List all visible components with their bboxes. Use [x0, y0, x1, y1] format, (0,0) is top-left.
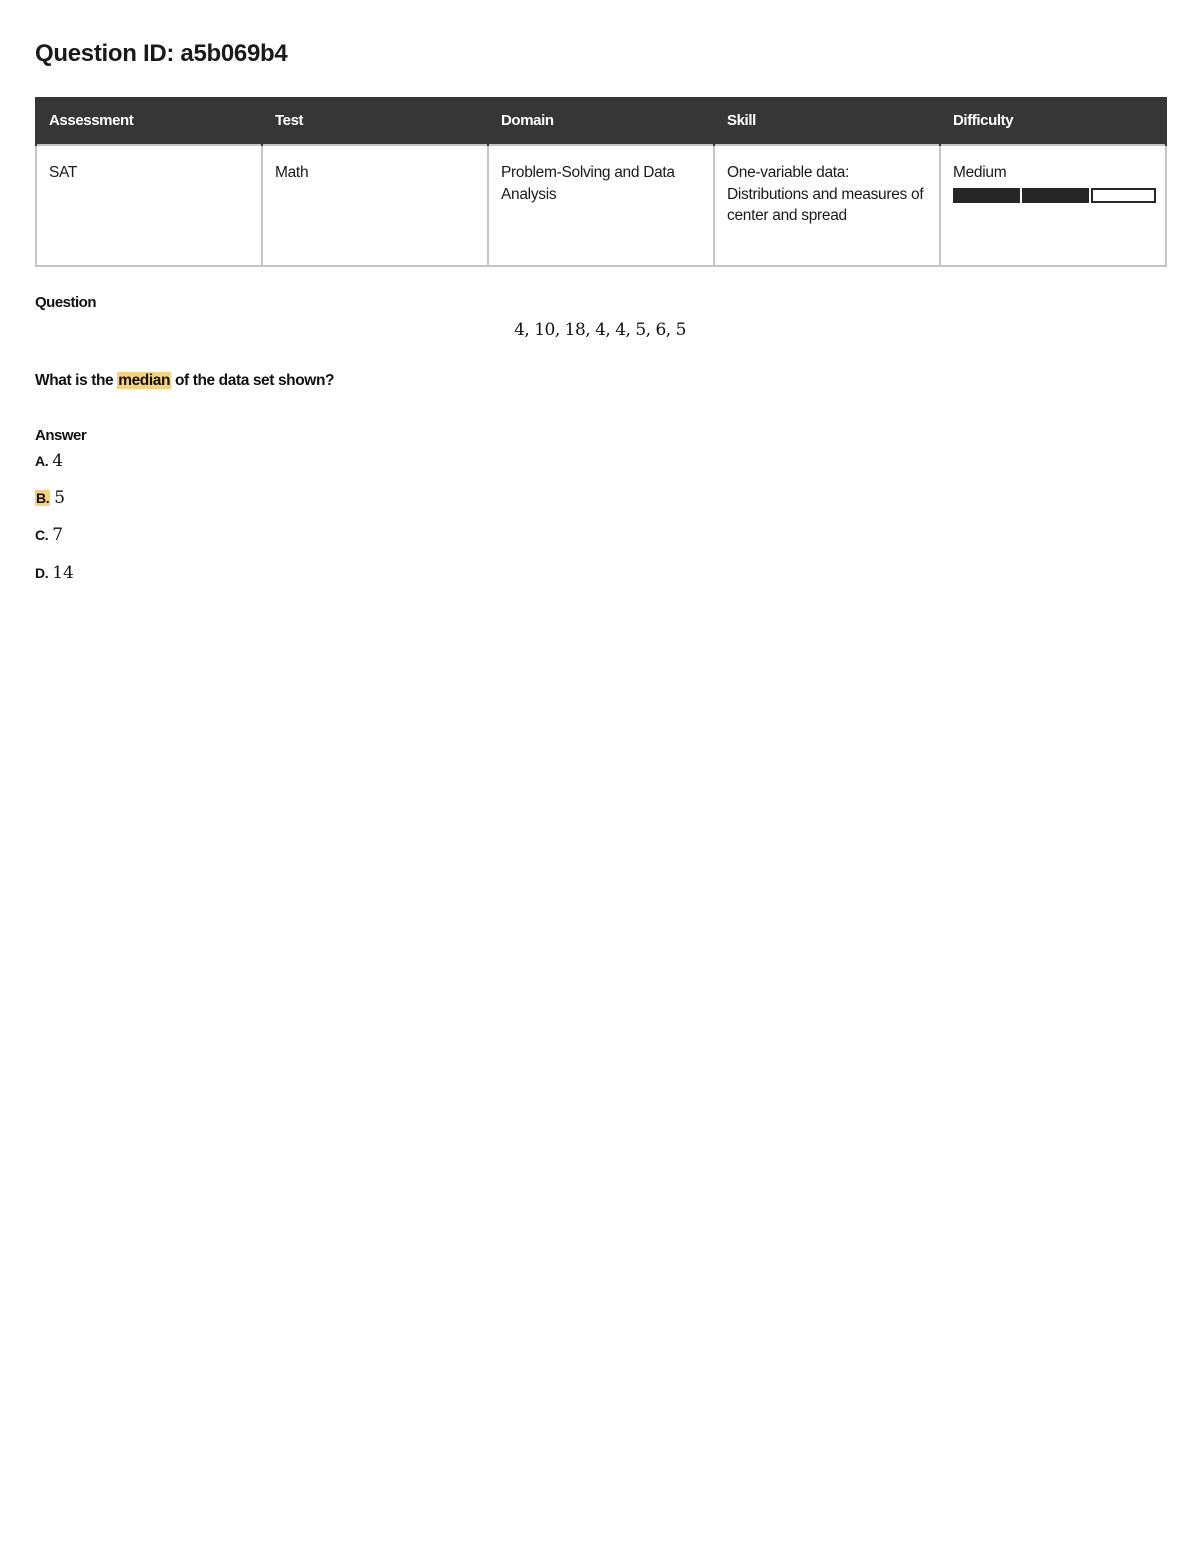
choice-value: 4 — [52, 451, 64, 471]
difficulty-meter — [953, 188, 1156, 203]
difficulty-segment-1 — [953, 188, 1020, 203]
difficulty-cell — [940, 145, 1166, 266]
header-test: Test — [262, 97, 488, 145]
difficulty-segment-3 — [1091, 188, 1156, 203]
choice-value: 5 — [54, 488, 66, 508]
difficulty-segment-2 — [1022, 188, 1089, 203]
header-difficulty: Difficulty — [940, 97, 1166, 145]
choice-letter-correct: B. — [36, 490, 50, 506]
answer-choice-d[interactable] — [35, 563, 74, 583]
answer-choice-c[interactable] — [35, 525, 63, 545]
assessment-value: SAT — [36, 145, 262, 266]
choice-value: 7 — [52, 525, 64, 545]
domain-value: Problem-Solving and Data Analysis — [488, 145, 714, 266]
question-prompt — [35, 372, 334, 390]
header-assessment: Assessment — [36, 97, 262, 145]
test-value: Math — [262, 145, 488, 266]
answer-choice-a[interactable] — [35, 451, 63, 471]
prompt-text-after: of the data set shown? — [171, 372, 335, 389]
choice-letter: D. — [35, 565, 49, 581]
difficulty-value: Medium — [953, 164, 1007, 181]
question-id-title: Question ID: a5b069b4 — [35, 40, 288, 67]
metadata-value-row — [36, 145, 1166, 266]
prompt-text-before: What is the — [35, 372, 118, 389]
choice-value: 14 — [52, 563, 74, 583]
data-set: 4, 10, 18, 4, 4, 5, 6, 5 — [514, 320, 686, 340]
metadata-header-row — [36, 97, 1166, 145]
skill-value: One-variable data: Distributions and measures of center and spread — [714, 145, 940, 266]
header-skill: Skill — [714, 97, 940, 145]
choice-letter: A. — [35, 453, 49, 469]
answer-label: Answer — [35, 427, 87, 444]
header-domain: Domain — [488, 97, 714, 145]
answer-choice-b[interactable] — [35, 488, 65, 508]
question-label: Question — [35, 294, 97, 311]
highlighted-term: median — [118, 372, 171, 389]
choice-letter: C. — [35, 527, 49, 543]
question-metadata-table — [35, 97, 1167, 267]
